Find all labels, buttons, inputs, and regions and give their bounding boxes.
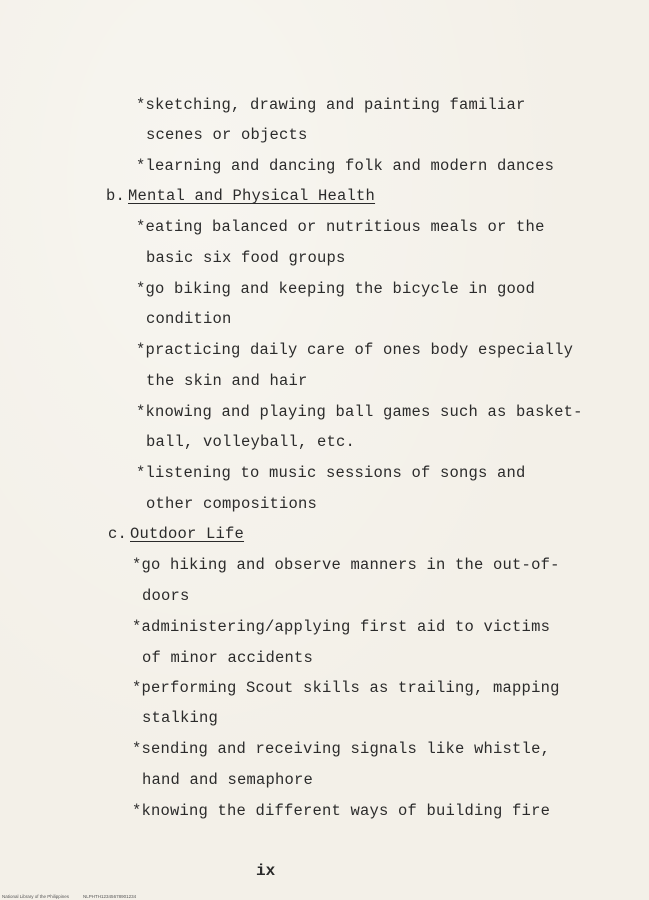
section-title: Mental and Physical Health (128, 187, 376, 205)
section-marker: b. (106, 187, 126, 205)
continuation-line: hand and semaphore (142, 771, 314, 789)
section-title: Outdoor Life (130, 525, 245, 543)
footer-code: NLPHTH12345678901234 (83, 894, 137, 899)
bullet-line: *go biking and keeping the bicycle in good (136, 280, 536, 298)
continuation-line: other compositions (146, 495, 318, 513)
continuation-line: ball, volleyball, etc. (146, 433, 356, 451)
bullet-line: *listening to music sessions of songs and (136, 464, 526, 482)
continuation-line: condition (146, 310, 232, 328)
bullet-line: *practicing daily care of ones body especially (136, 341, 574, 359)
section-marker: c. (108, 525, 128, 543)
page-number: ix (256, 862, 276, 880)
continuation-line: scenes or objects (146, 126, 308, 144)
section-heading-b (106, 187, 375, 205)
bullet-line: *performing Scout skills as trailing, mapping (132, 679, 560, 697)
footer-institution: National Library of the Philippines (2, 894, 70, 899)
bullet-line: *knowing the different ways of building fire (132, 802, 551, 820)
bullet-line: *eating balanced or nutritious meals or the (136, 218, 545, 236)
continuation-line: doors (142, 587, 190, 605)
bullet-line: *learning and dancing folk and modern dances (136, 157, 555, 175)
continuation-line: stalking (142, 709, 219, 727)
bullet-line: *sketching, drawing and painting familiar (136, 96, 526, 114)
continuation-line: the skin and hair (146, 372, 308, 390)
bullet-line: *administering/applying first aid to victims (132, 618, 551, 636)
bullet-line: *go hiking and observe manners in the out-of- (132, 556, 560, 574)
section-heading-c (108, 525, 244, 543)
continuation-line: basic six food groups (146, 249, 346, 267)
scan-footer (2, 894, 136, 899)
continuation-line: of minor accidents (142, 649, 314, 667)
bullet-line: *sending and receiving signals like whistle, (132, 740, 551, 758)
bullet-line: *knowing and playing ball games such as basket- (136, 403, 583, 421)
